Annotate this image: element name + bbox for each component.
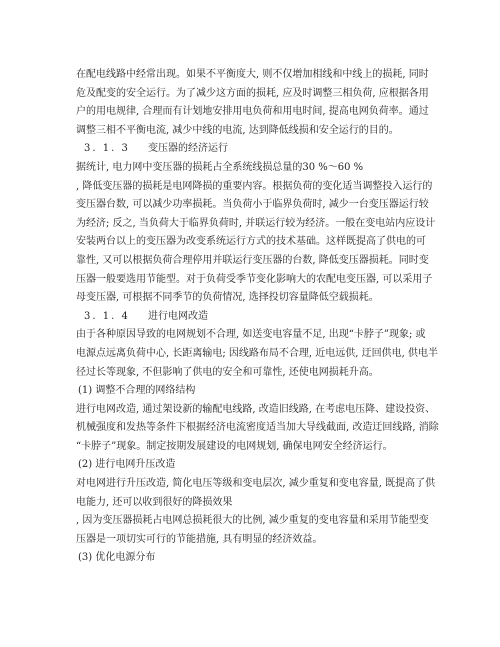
section-title: 进行电网改造 xyxy=(148,310,208,322)
text-line: 户的用电规律, 合理而有计划地安排用电负荷和用电时间, 提高电网负荷率。通过 xyxy=(76,106,429,118)
text-line: 压器是一项切实可行的节能措施, 具有明显的经济效益。 xyxy=(76,533,323,545)
text-line: 变压器台数, 可以减少功率损耗。当负荷小于临界负荷时, 减少一台变压器运行较 xyxy=(76,199,429,211)
text-line: 由于各种原因导致的电网规划不合理, 如送变电容量不足, 出现“卡脖子”现象; 或 xyxy=(76,329,426,341)
section-number: 3. 1. 4 xyxy=(84,310,130,322)
subheading-power-distribution: (3) 优化电源分布 xyxy=(78,552,156,564)
text-line: 电能力, 还可以收到很好的降损效果 xyxy=(76,496,233,508)
text-line: 在配电线路中经常出现。如果不平衡度大, 则不仅增加相线和中线上的损耗, 同时 xyxy=(76,69,429,80)
document-page xyxy=(76,66,439,568)
paragraph-grid-reform xyxy=(76,326,438,382)
text-line: 径过长等现象, 不但影响了供电的安全和可靠性, 还使电网损耗升高。 xyxy=(76,366,379,378)
section-heading-3-1-3 xyxy=(76,140,432,159)
section-number: 3. 1. 3 xyxy=(84,143,130,155)
text-line: 电源点远离负荷中心, 长距离输电; 因线路布局不合理, 近电远供, 迂回供电, 供电半 xyxy=(76,347,438,359)
paragraph-unbalanced-load xyxy=(76,66,432,140)
paragraph-transformer-operation xyxy=(76,159,436,308)
subheading-network-structure: (1) 调整不合理的网络结构 xyxy=(78,385,196,397)
text-line: 靠性, 又可以根据负荷合理停用并联运行变压器的台数, 降低变压器损耗。同时变 xyxy=(76,254,429,266)
text-line: 进行电网改造, 通过架设新的输配电线路, 改造旧线路, 在考虑电压降、建设投资、 xyxy=(76,403,436,415)
subheading-voltage-upgrade: (2) 进行电网升压改造 xyxy=(78,459,176,471)
text-line: 安装两台以上的变压器为改变系统运行方式的技术基础。这样既提高了供电的可 xyxy=(76,236,426,248)
text-line: 对电网进行升压改造, 简化电压等级和变电层次, 减少重复和变电容量, 既提高了供 xyxy=(76,478,436,490)
text-line: “卡脖子”现象。制定按期发展建设的电网规划, 确保电网安全经济运行。 xyxy=(76,440,393,452)
text-line: 母变压器, 可根据不同季节的负荷情况, 选择投切容量降低空载损耗。 xyxy=(76,292,379,304)
text-line: , 因为变压器损耗占电网总损耗很大的比例, 减少重复的变电容量和采用节能型变 xyxy=(76,515,429,527)
section-title: 变压器的经济运行 xyxy=(148,143,228,155)
paragraph-voltage-upgrade xyxy=(76,475,436,549)
paragraph-network-structure xyxy=(76,401,439,457)
text-line: 压器一般要选用节能型。对于负荷受季节变化影响大的农配电变压器, 可以采用子 xyxy=(76,273,433,285)
section-heading-3-1-4 xyxy=(76,308,432,327)
text-line: , 降低变压器的损耗是电网降损的重要内容。根据负荷的变化适当调整投入运行的 xyxy=(76,180,433,192)
text-line: 为经济; 反之, 当负荷大于临界负荷时, 并联运行较为经济。一般在变电站内应设计 xyxy=(76,217,436,229)
text-line: 危及配变的安全运行。为了减少这方面的损耗, 应及时调整三相负荷, 应根据各用 xyxy=(76,87,429,99)
text-line: 据统计, 电力网中变压器的损耗占全系统线损总量的30 %～60 % xyxy=(76,161,364,173)
text-line: 机械强度和发热等条件下根据经济电流密度适当加大导线截面, 改造迂回线路, 消除 xyxy=(76,422,439,434)
text-line: 调整三相不平衡电流, 减少中线的电流, 达到降低线损和安全运行的目的。 xyxy=(76,124,399,136)
